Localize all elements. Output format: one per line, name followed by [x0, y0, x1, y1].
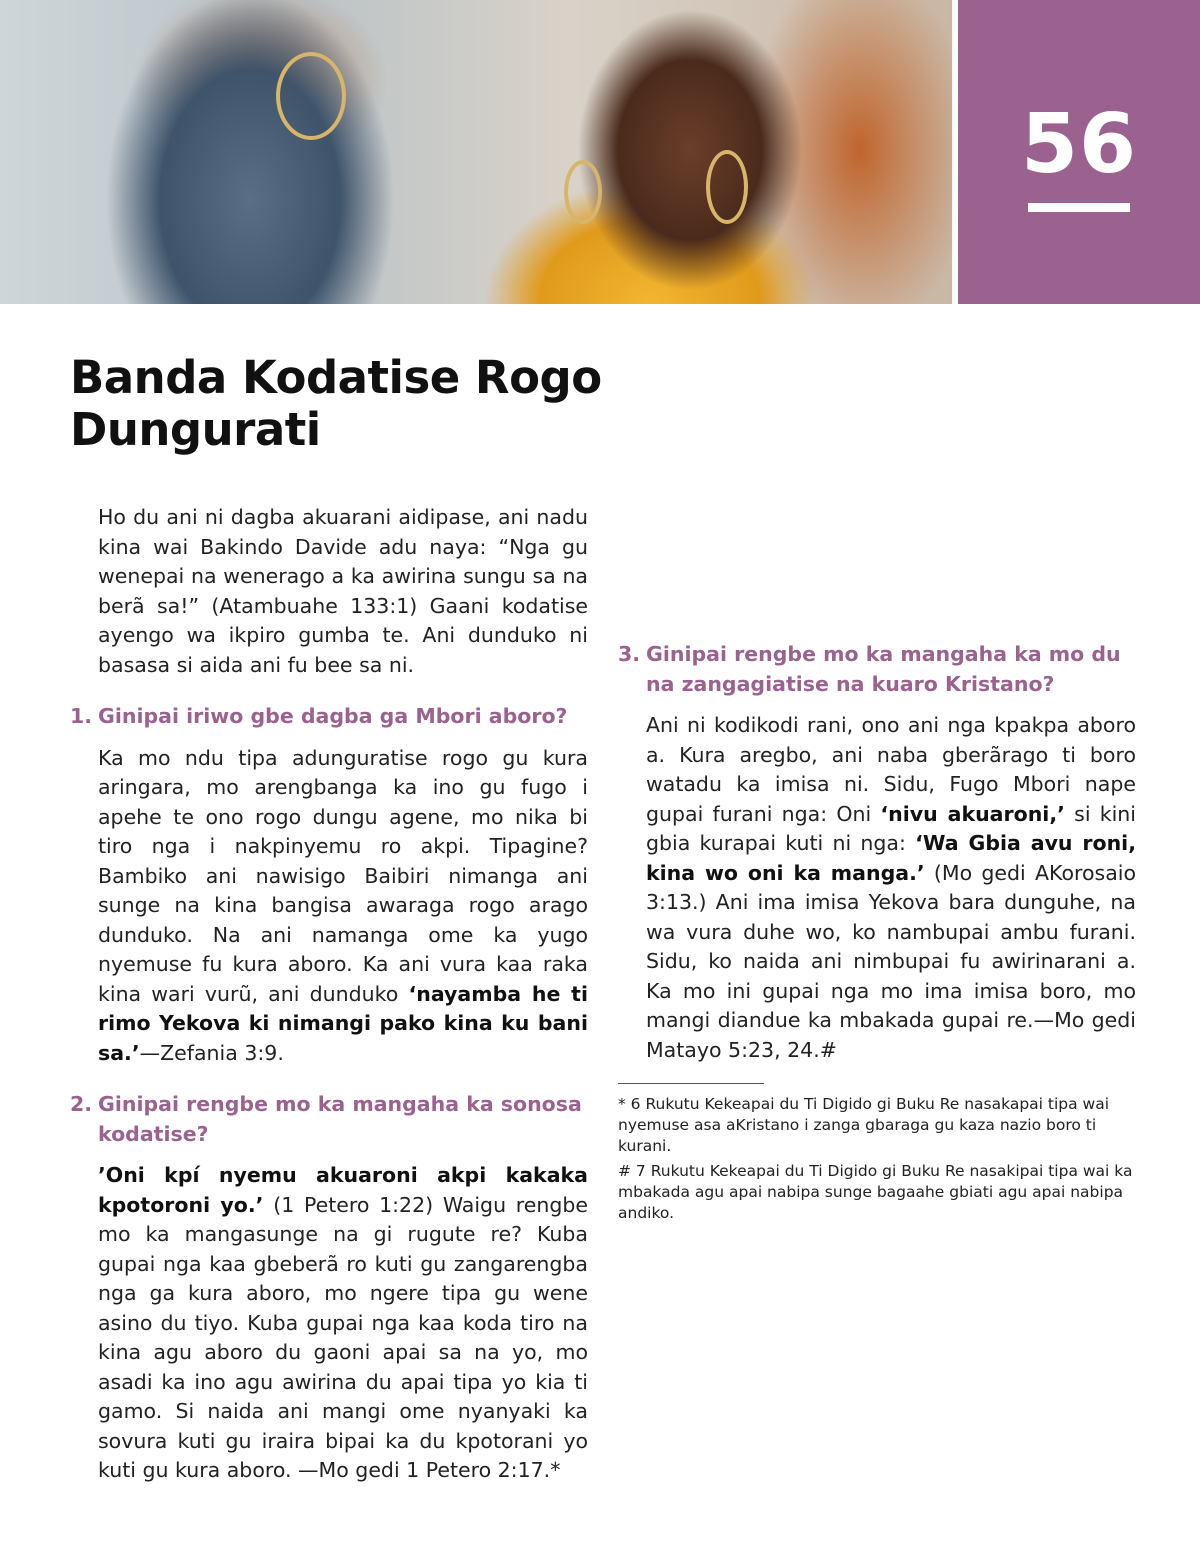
- answer-text: (Mo gedi AKorosaio 3:13.) Ani ima imisa Yekova bara dunguhe, na wa vura duhe wo, ko nambupai ambu furani. Sidu, ko naida ani nimbupai fu awirinarani a. Ka mo ini gupai nga mo ima imisa boro, mo mangi diandue ka mbakada gupai re.—Mo gedi Matayo 5:23, 24.#: [646, 860, 1136, 1062]
- question-number: 3.: [618, 642, 641, 666]
- badge-underline: [1028, 203, 1130, 212]
- scripture-ref: —Zefania 3:9.: [139, 1040, 284, 1065]
- answer-1: [98, 744, 588, 1069]
- answer-text: si kini gbia kurapai kuti ni nga:: [646, 801, 1136, 855]
- answer-2: [98, 1161, 588, 1486]
- earring-decoration: [564, 160, 602, 224]
- hero-photo: [0, 0, 952, 304]
- question-text: Ginipai iriwo gbe dagba ga Mbori aboro?: [98, 704, 568, 728]
- question-1: [70, 702, 588, 732]
- question-number: 1.: [70, 704, 93, 728]
- scripture-quote: ‘nivu akuaroni,’: [880, 801, 1065, 826]
- lesson-number: 56: [1020, 97, 1138, 192]
- answer-text: Ani ni kodikodi rani, ono ani nga kpakpa aboro a. Kura aregbo, ani naba gberãrago ti boro watadu ka imisa ni. Sidu, Fugo Mbori nape gupai furani nga: Oni: [646, 713, 1136, 826]
- answer-text: (1 Petero 1:22) Waigu rengbe mo ka mangasunge na gi rugute re? Kuba gupai nga kaa gbeberã ro kuti gu zangarengba nga ga kura aboro, mo ngere tipa gu wene asino du tiyo. Kuba gupai nga kaa koda tiro na kina agu aboro du gaoni apai sa na yo, mo asadi ka ino agu awirina du apai tipa yo kia ti gamo. Si naida ani mangi ome nyanyaki ka sovura kuti gu iraira bipai ka du kpotorani yo kuti gu kura aboro. —Mo gedi 1 Petero 2:17.*: [98, 1192, 589, 1482]
- left-column: [70, 503, 588, 1500]
- lesson-number-badge: [958, 0, 1200, 304]
- page-title: Banda Kodatise Rogo Dungurati: [70, 351, 602, 456]
- question-number: 2.: [70, 1092, 93, 1116]
- earring-decoration: [276, 52, 346, 140]
- question-text: Ginipai rengbe mo ka mangaha ka sonosa kodatise?: [98, 1092, 582, 1146]
- right-column-section-3: [618, 640, 1136, 1228]
- footnote: * 6 Rukutu Kekeapai du Ti Digido gi Buku Re nasakapai tipa wai nyemuse asa aKristano i zanga gbaraga gu kaza nazio boro ti kurani.: [618, 1095, 1110, 1155]
- answer-text: Ka mo ndu tipa adunguratise rogo gu kura aringara, mo arengbanga ka ino gu fugo i apehe te ono rogo dungu agene, mo nika bi tiro nga i nakpinyemu ro akpi. Tipagine? Bambiko ani nawisigo Baibiri nimanga ani sunge na kina bangisa awaraga rogo arago dunduko. Na ani namanga ome ka yugo nyemuse fu kura aboro. Ka ani vura kaa raka kina wari vurũ, ani dunduko: [98, 745, 588, 1006]
- footnote: # 7 Rukutu Kekeapai du Ti Digido gi Buku Re nasakipai tipa wai ka mbakada agu apai nabipa sunge bagaahe gbiati agu apai nabipa andiko.: [618, 1162, 1133, 1222]
- scripture-quote: ‘Wa Gbia avu roni, kina wo oni ka manga.’: [646, 831, 1136, 885]
- footnote-divider: [618, 1083, 764, 1084]
- answer-3: [646, 711, 1136, 1065]
- scripture-quote: ’Oni kpí nyemu akuaroni akpi kakaka kpotoroni yo.’: [98, 1163, 588, 1217]
- intro-paragraph: Ho du ani ni dagba akuarani aidipase, ani nadu kina wai Bakindo Davide adu naya: “Nga gu wenepai na wenerago a ka awirina sungu sa na berã sa!” (Atambuahe 133:1) Gaani kodatise ayengo wa ikpiro gumba te. Ani dunduko ni basasa si aida ani fu bee sa ni.: [98, 505, 588, 677]
- earring-decoration: [706, 150, 748, 224]
- question-text: Ginipai rengbe mo ka mangaha ka mo du na zangagiatise na kuaro Kristano?: [646, 642, 1121, 696]
- question-2: [70, 1090, 588, 1149]
- question-3: [618, 640, 1136, 699]
- scripture-quote: ‘nayamba he ti rimo Yekova ki nimangi pako kina ku bani sa.’: [98, 981, 588, 1065]
